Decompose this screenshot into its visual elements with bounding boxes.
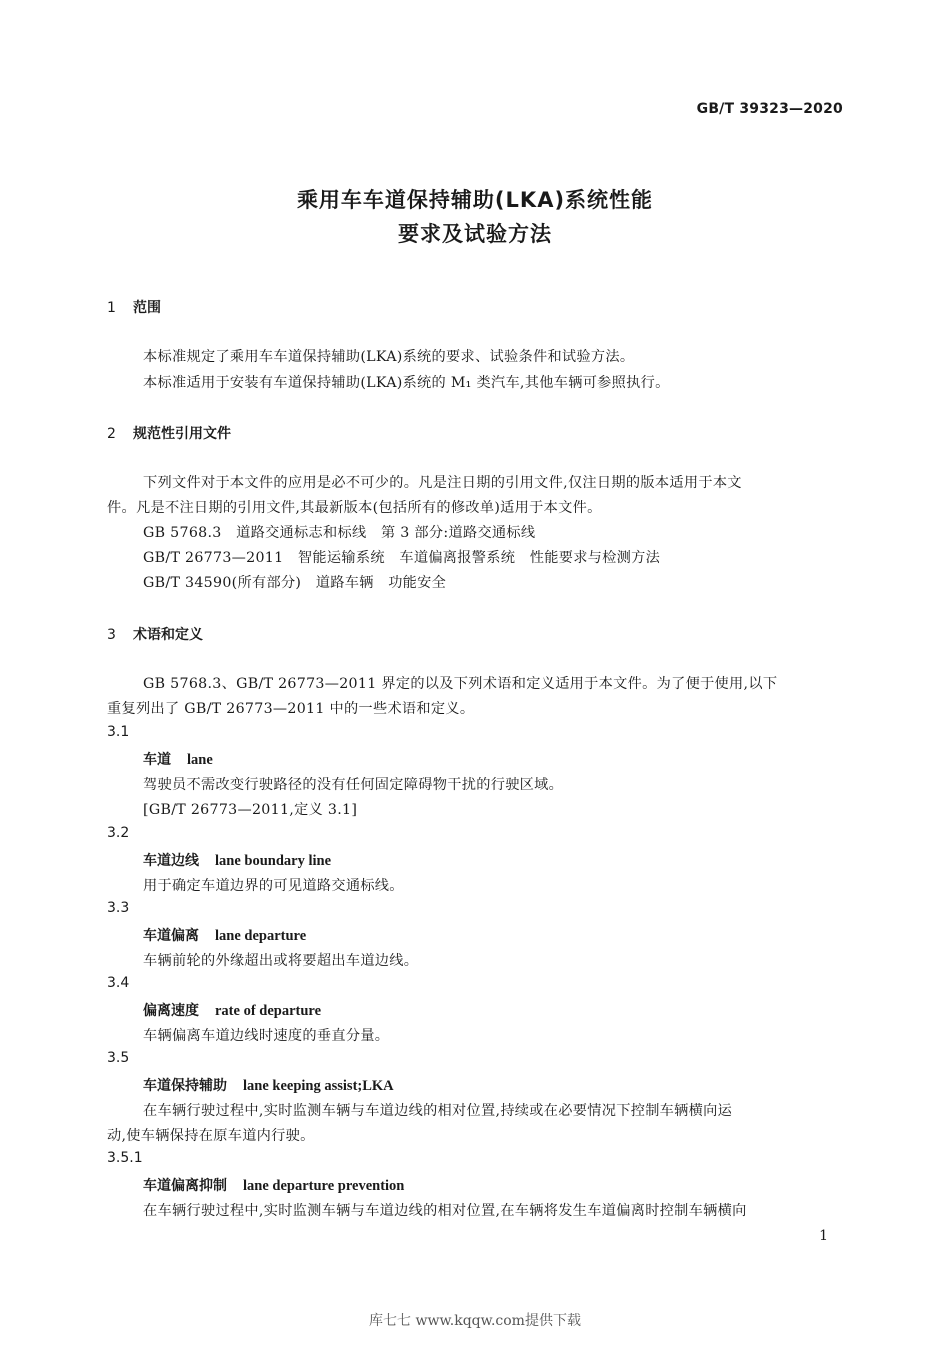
- term-en: lane departure prevention: [243, 1178, 405, 1194]
- document-title-line2: 要求及试验方法: [398, 222, 552, 246]
- term-number: 3.5.1: [107, 1150, 143, 1166]
- term-en: lane departure: [215, 928, 307, 944]
- term-source: [GB/T 26773—2011,定义 3.1]: [143, 802, 358, 818]
- term-definition-continuation: 动,使车辆保持在原车道内行驶。: [107, 1128, 315, 1144]
- paragraph-continuation: 重复列出了 GB/T 26773—2011 中的一些术语和定义。: [107, 701, 475, 717]
- normative-reference: GB/T 34590(所有部分) 道路车辆 功能安全: [143, 575, 447, 591]
- term-zh: 车道边线: [143, 853, 199, 869]
- paragraph: 下列文件对于本文件的应用是必不可少的。凡是注日期的引用文件,仅注日期的版本适用于本文: [143, 475, 742, 491]
- term-heading: [143, 1175, 404, 1195]
- section-title: 术语和定义: [133, 627, 203, 643]
- section-2-heading: [107, 423, 231, 443]
- term-heading: [143, 850, 331, 870]
- term-heading: [143, 925, 306, 945]
- term-zh: 偏离速度: [143, 1003, 199, 1019]
- normative-reference: GB 5768.3 道路交通标志和标线 第 3 部分:道路交通标线: [143, 525, 536, 541]
- page-number: 1: [819, 1228, 828, 1244]
- paragraph: GB 5768.3、GB/T 26773—2011 界定的以及下列术语和定义适用于本文件。为了便于使用,以下: [143, 676, 778, 692]
- term-en: rate of departure: [215, 1003, 322, 1019]
- section-title: 范围: [133, 300, 161, 316]
- term-heading: [143, 1000, 321, 1020]
- term-zh: 车道保持辅助: [143, 1078, 227, 1094]
- term-en: lane: [187, 752, 213, 768]
- term-number: 3.5: [107, 1050, 130, 1066]
- section-number: 1: [107, 300, 116, 316]
- download-footer: 库七七 www.kqqw.com提供下载: [369, 1313, 581, 1329]
- term-definition: 驾驶员不需改变行驶路径的没有任何固定障碍物干扰的行驶区域。: [143, 777, 564, 793]
- term-definition: 在车辆行驶过程中,实时监测车辆与车道边线的相对位置,在车辆将发生车道偏离时控制车辆横向: [143, 1203, 747, 1219]
- section-number: 2: [107, 426, 116, 442]
- paragraph: 本标准规定了乘用车车道保持辅助(LKA)系统的要求、试验条件和试验方法。: [143, 349, 635, 365]
- term-zh: 车道偏离抑制: [143, 1178, 227, 1194]
- document-title-line1: 乘用车车道保持辅助(LKA)系统性能: [296, 188, 654, 212]
- term-zh: 车道: [143, 752, 171, 768]
- term-number: 3.1: [107, 724, 130, 740]
- normative-reference: GB/T 26773—2011 智能运输系统 车道偏离报警系统 性能要求与检测方法: [143, 550, 661, 566]
- section-number: 3: [107, 627, 116, 643]
- term-definition: 在车辆行驶过程中,实时监测车辆与车道边线的相对位置,持续或在必要情况下控制车辆横向运: [143, 1103, 733, 1119]
- paragraph: 本标准适用于安装有车道保持辅助(LKA)系统的 M₁ 类汽车,其他车辆可参照执行。: [143, 375, 670, 391]
- paragraph-continuation: 件。凡是不注日期的引用文件,其最新版本(包括所有的修改单)适用于本文件。: [107, 500, 602, 516]
- term-en: lane boundary line: [215, 853, 332, 869]
- section-1-heading: [107, 297, 161, 317]
- term-definition: 用于确定车道边界的可见道路交通标线。: [143, 878, 404, 894]
- section-3-heading: [107, 624, 203, 644]
- term-definition: 车辆前轮的外缘超出或将要超出车道边线。: [143, 953, 419, 969]
- term-definition: 车辆偏离车道边线时速度的垂直分量。: [143, 1028, 390, 1044]
- term-heading: [143, 749, 213, 769]
- term-heading: [143, 1075, 394, 1095]
- standard-code: GB/T 39323—2020: [696, 101, 843, 117]
- term-number: 3.4: [107, 975, 130, 991]
- term-en: lane keeping assist;LKA: [243, 1078, 394, 1094]
- section-title: 规范性引用文件: [133, 426, 231, 442]
- term-number: 3.3: [107, 900, 130, 916]
- term-number: 3.2: [107, 825, 130, 841]
- term-zh: 车道偏离: [143, 928, 199, 944]
